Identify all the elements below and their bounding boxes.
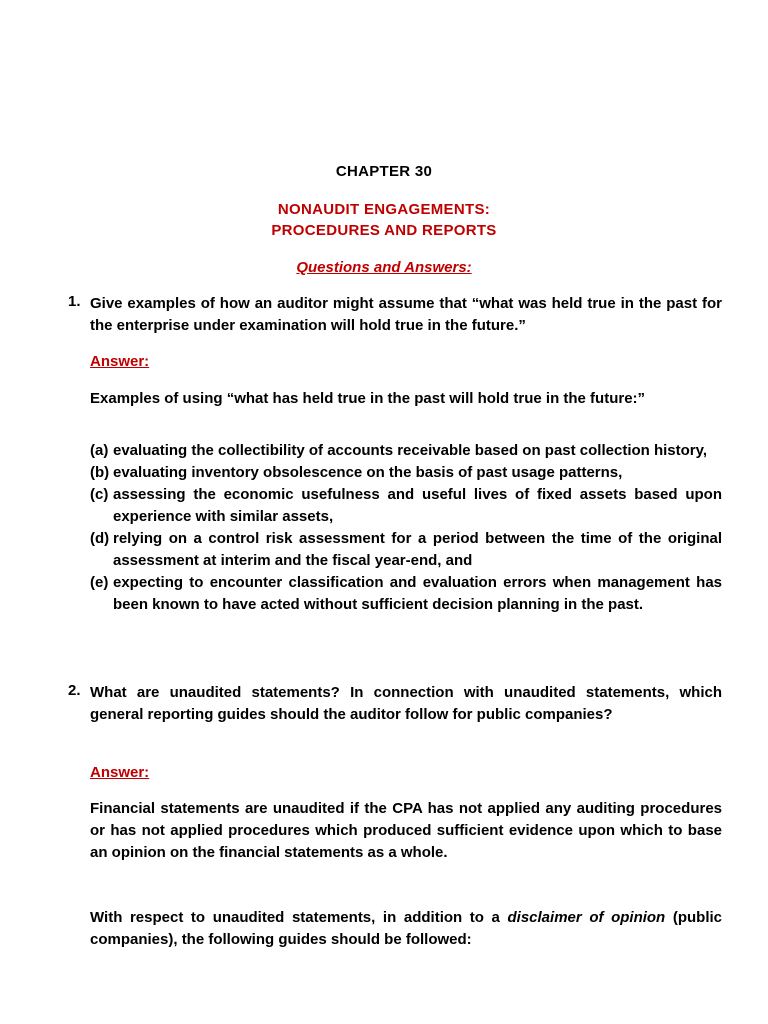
question-2-text: What are unaudited statements? In connection with unaudited statements, which general reporting guides should the auditor follow for public companies? — [90, 684, 722, 723]
question-1-examples-list — [90, 440, 722, 616]
chapter-title-line-1: NONAUDIT ENGAGEMENTS: — [277, 201, 491, 218]
list-item-label: (e) — [90, 574, 109, 591]
question-2-answer-paragraph-2 — [90, 907, 722, 951]
question-1-answer-label: Answer: — [90, 353, 150, 370]
question-2-answer-paragraph-1: Financial statements are unaudited if the CPA has not applied any auditing procedures or has not applied procedures which produced sufficient evidence upon which to base an opinion on the financial statements as a whole. — [90, 800, 722, 861]
question-2-answer-label: Answer: — [90, 764, 150, 781]
list-item — [90, 484, 722, 528]
list-item-text: evaluating the collectibility of accounts receivable based on past collection history, — [113, 442, 708, 459]
chapter-title-line-2: PROCEDURES AND REPORTS — [271, 222, 497, 239]
question-2-number: 2. — [68, 682, 81, 699]
list-item-text: assessing the economic usefulness and useful lives of fixed assets based upon experience with similar assets, — [113, 486, 722, 525]
list-item-label: (c) — [90, 486, 109, 503]
list-item — [90, 440, 722, 462]
question-1-number: 1. — [68, 293, 81, 310]
list-item-text: evaluating inventory obsolescence on the basis of past usage patterns, — [113, 464, 623, 481]
paragraph-text-end: (public companies), the following guides should be followed: — [90, 909, 722, 948]
list-item-label: (d) — [90, 530, 110, 547]
question-1-answer-intro: Examples of using “what has held true in the past will hold true in the future:” — [90, 390, 646, 407]
paragraph-text-start: With respect to unaudited statements, in addition to a — [90, 909, 508, 926]
question-1-text: Give examples of how an auditor might assume that “what was held true in the past for the enterprise under examination will hold true in the future.” — [90, 295, 722, 334]
list-item-text: relying on a control risk assessment for a period between the time of the original assessment at interim and the fiscal year-end, and — [113, 530, 722, 569]
list-item-text: expecting to encounter classification and evaluation errors when management has been known to have acted without sufficient decision planning in the past. — [113, 574, 722, 613]
list-item — [90, 462, 722, 484]
paragraph-text-italic: disclaimer of opinion — [507, 909, 666, 926]
section-heading: Questions and Answers: — [296, 259, 472, 276]
chapter-heading: CHAPTER 30 — [335, 163, 433, 180]
list-item — [90, 572, 722, 616]
list-item-label: (b) — [90, 464, 110, 481]
list-item-label: (a) — [90, 442, 109, 459]
list-item — [90, 528, 722, 572]
